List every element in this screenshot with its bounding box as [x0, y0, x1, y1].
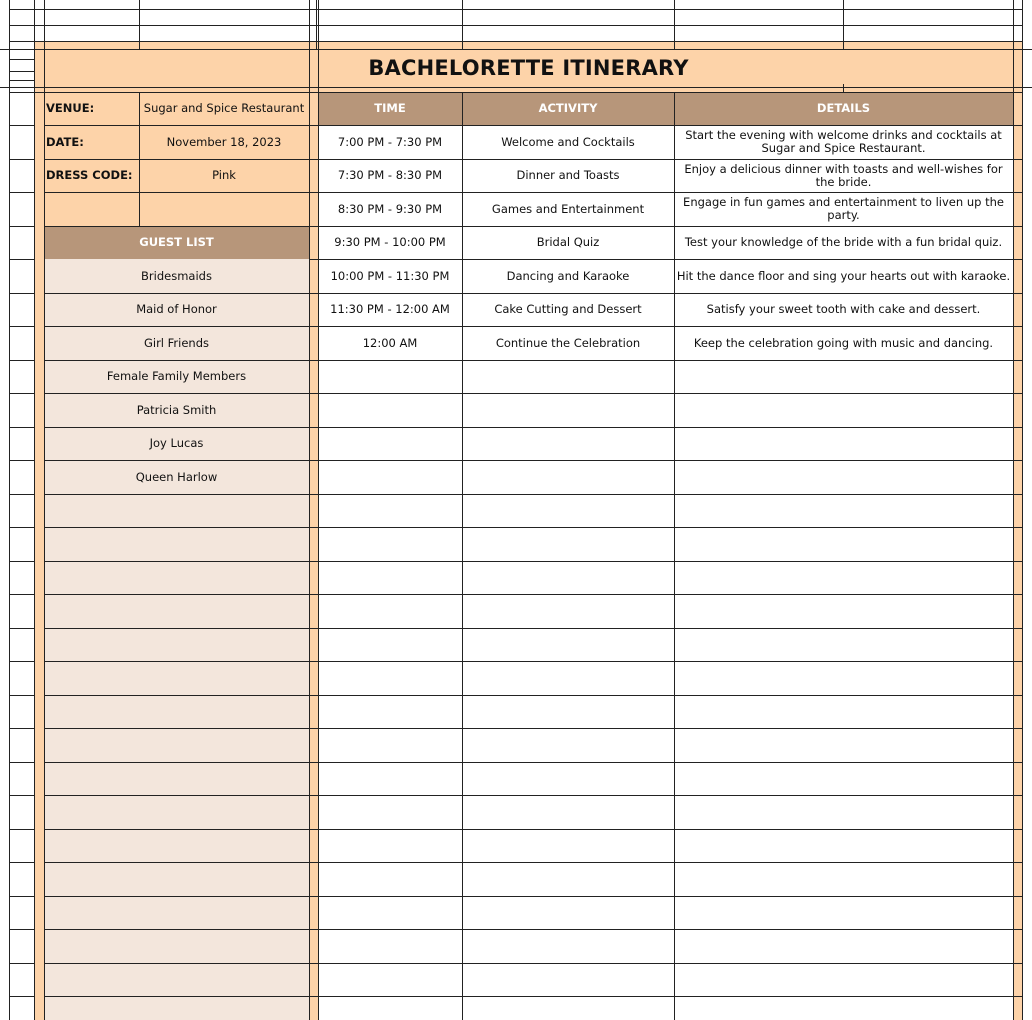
grid-hline [9, 661, 34, 662]
time-column-header: TIME [374, 101, 406, 115]
grid-hline [0, 87, 1032, 88]
grid-hline [9, 594, 34, 595]
grid-hline [309, 728, 1022, 729]
grid-hline [44, 527, 309, 528]
time-cell[interactable]: 8:30 PM - 9:30 PM [337, 201, 443, 216]
details-cell[interactable]: Hit the dance floor and sing your hearts out with karaoke. [676, 268, 1011, 283]
details-cell[interactable]: Engage in fun games and entertainment to liven up the party. [683, 195, 1004, 222]
details-cell[interactable]: Satisfy your sweet tooth with cake and dessert. [706, 302, 981, 316]
right-peach-strip [1013, 41, 1022, 1020]
grid-hline [9, 41, 1022, 42]
details-cell[interactable]: Keep the celebration going with music and dancing. [693, 335, 994, 350]
grid-hline [9, 293, 34, 294]
list-item[interactable]: Bridesmaids [141, 268, 212, 283]
grid-hline [9, 862, 34, 863]
activity-cell[interactable]: Bridal Quiz [536, 235, 600, 249]
activity-column-header: ACTIVITY [538, 101, 598, 115]
grid-hline [44, 695, 309, 696]
grid-vline [34, 0, 35, 1020]
time-cell[interactable]: 7:00 PM - 7:30 PM [337, 134, 443, 149]
grid-hline [9, 226, 34, 227]
grid-hline [44, 762, 309, 763]
list-item[interactable]: Girl Friends [143, 335, 210, 350]
time-cell[interactable]: 10:00 PM - 11:30 PM [330, 268, 450, 283]
time-cell[interactable]: 7:30 PM - 8:30 PM [337, 168, 443, 182]
grid-hline [9, 71, 34, 72]
grid-hline [44, 661, 309, 662]
page-title: BACHELORETTE ITINERARY [368, 55, 689, 80]
grid-hline [44, 192, 309, 193]
activity-cell[interactable]: Continue the Celebration [495, 335, 641, 350]
grid-hline [309, 795, 1022, 796]
details-cell[interactable]: Enjoy a delicious dinner with toasts and well-wishes for the bride. [684, 161, 1003, 189]
list-item[interactable]: Patricia Smith [136, 402, 217, 417]
grid-hline [9, 628, 34, 629]
grid-hline [9, 159, 34, 160]
activity-cell[interactable]: Welcome and Cocktails [501, 134, 635, 149]
list-item[interactable]: Female Family Members [106, 369, 247, 383]
grid-vline [1022, 0, 1023, 1020]
grid-hline [309, 661, 1022, 662]
grid-hline [9, 728, 34, 729]
grid-vline [9, 0, 10, 1020]
grid-hline [9, 561, 34, 562]
details-column-header: DETAILS [816, 101, 871, 115]
grid-hline [9, 360, 34, 361]
grid-hline [9, 896, 34, 897]
grid-hline [44, 829, 309, 830]
grid-hline [9, 125, 34, 126]
date-value[interactable]: November 18, 2023 [166, 134, 282, 149]
time-cell[interactable]: 9:30 PM - 10:00 PM [334, 235, 446, 249]
grid-hline [9, 259, 34, 260]
grid-hline [44, 929, 309, 930]
grid-hline [44, 594, 309, 595]
venue-value[interactable]: Sugar and Spice Restaurant [143, 101, 305, 115]
grid-hline [309, 862, 1022, 863]
grid-hline [309, 393, 1022, 394]
time-cell[interactable]: 11:30 PM - 12:00 AM [330, 302, 450, 316]
grid-vline [1013, 0, 1014, 1020]
dress-code-label: DRESS CODE: [46, 168, 133, 182]
activity-cell[interactable]: Games and Entertainment [491, 201, 645, 216]
grid-hline [44, 862, 309, 863]
activity-cell[interactable]: Cake Cutting and Dessert [494, 302, 642, 316]
grid-hline [9, 795, 34, 796]
time-cell[interactable]: 12:00 AM [362, 335, 418, 350]
list-item[interactable]: Joy Lucas [149, 436, 204, 450]
grid-hline [309, 963, 1022, 964]
grid-hline [9, 393, 34, 394]
grid-hline [9, 25, 1022, 26]
grid-hline [309, 829, 1022, 830]
grid-hline [9, 59, 34, 60]
venue-label: VENUE: [46, 101, 95, 115]
grid-hline [9, 460, 34, 461]
grid-hline [9, 963, 34, 964]
grid-hline [309, 527, 1022, 528]
list-item[interactable]: Maid of Honor [136, 302, 217, 316]
grid-hline [309, 594, 1022, 595]
grid-hline [9, 494, 34, 495]
grid-hline [9, 9, 1022, 10]
grid-hline [9, 996, 34, 997]
grid-hline [9, 527, 34, 528]
grid-hline [9, 695, 34, 696]
left-peach-strip [34, 41, 44, 1020]
grid-hline [309, 929, 1022, 930]
grid-hline [309, 996, 1022, 997]
grid-hline [9, 326, 34, 327]
grid-hline [309, 427, 1022, 428]
dress-code-value[interactable]: Pink [212, 168, 236, 182]
grid-vline [309, 0, 310, 1020]
grid-hline [309, 460, 1022, 461]
grid-hline [309, 896, 1022, 897]
grid-hline [44, 896, 309, 897]
mid-peach-strip [309, 41, 318, 1020]
grid-hline [44, 628, 309, 629]
grid-hline [44, 561, 309, 562]
grid-hline [309, 762, 1022, 763]
grid-hline [44, 963, 309, 964]
grid-hline [44, 728, 309, 729]
grid-hline [44, 795, 309, 796]
grid-hline [309, 695, 1022, 696]
activity-cell[interactable]: Dinner and Toasts [516, 168, 620, 182]
grid-hline [309, 494, 1022, 495]
list-item[interactable]: Queen Harlow [135, 469, 218, 484]
grid-hline [44, 996, 309, 997]
grid-hline [309, 561, 1022, 562]
grid-hline [9, 929, 34, 930]
grid-hline [309, 360, 1022, 361]
date-label: DATE: [46, 134, 84, 149]
details-cell[interactable]: Start the evening with welcome drinks and cocktails at Sugar and Spice Restaurant. [685, 128, 1002, 155]
grid-hline [9, 80, 34, 81]
grid-hline [9, 192, 34, 193]
grid-hline [44, 494, 309, 495]
grid-hline [9, 427, 34, 428]
grid-hline [309, 628, 1022, 629]
grid-hline [9, 829, 34, 830]
activity-cell[interactable]: Dancing and Karaoke [506, 268, 630, 283]
details-cell[interactable]: Test your knowledge of the bride with a fun bridal quiz. [684, 235, 1003, 249]
grid-hline [9, 762, 34, 763]
guest-list-header: GUEST LIST [139, 235, 214, 249]
